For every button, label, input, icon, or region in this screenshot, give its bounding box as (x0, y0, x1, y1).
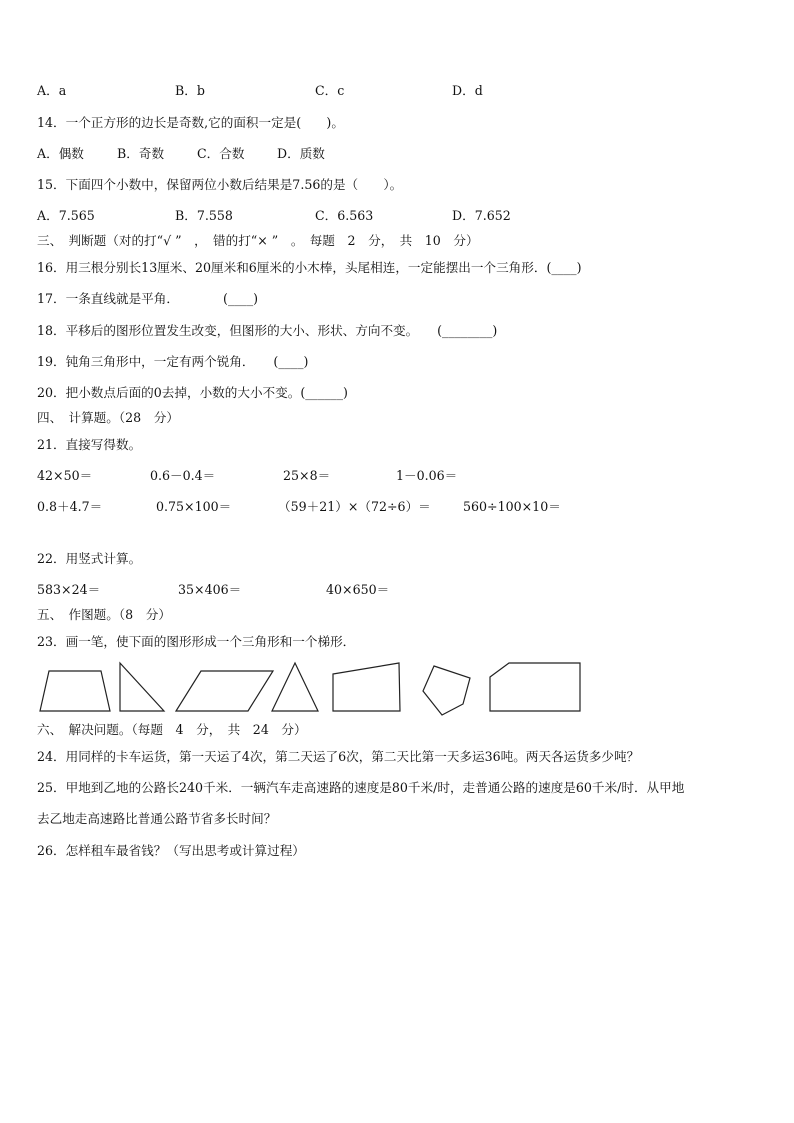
trapezoid-icon (40, 671, 110, 711)
parallelogram-icon (176, 671, 273, 711)
q22-item: 40×650＝ (326, 582, 390, 597)
q13-option-a: A．a (37, 83, 67, 98)
q22-item: 35×406＝ (178, 582, 242, 597)
right-triangle-icon (120, 663, 164, 711)
q26: 26．怎样租车最省钱？（写出思考或计算过程） (37, 843, 305, 858)
pentagon-house-icon (490, 663, 580, 711)
section6-heading: 六、 解决问题。（每题 4 分， 共 24 分） (37, 722, 307, 737)
q15-stem: 15．下面四个小数中，保留两位小数后结果是7.56的是（ ）。 (37, 177, 403, 192)
q14-stem: 14．一个正方形的边长是奇数,它的面积一定是( )。 (37, 115, 344, 130)
section5-heading: 五、 作图题。（8 分） (37, 607, 171, 622)
q21-item: 25×8＝ (283, 468, 331, 483)
pentagon-icon (423, 666, 470, 715)
q13-option-c: C．c (315, 83, 345, 98)
q14-option-c: C．合数 (197, 146, 245, 161)
q15-option-d: D．7.652 (452, 208, 511, 223)
quadrilateral-icon (333, 663, 400, 711)
q19: 19．钝角三角形中，一定有两个锐角． (____) (37, 354, 309, 369)
triangle-icon (272, 663, 318, 711)
q21-item: 42×50＝ (37, 468, 93, 483)
q21-item: 0.8＋4.7＝ (37, 499, 103, 514)
q18: 18．平移后的图形位置发生改变，但图形的大小、形状、方向不变。 (________) (37, 323, 498, 338)
q17: 17．一条直线就是平角． (____) (37, 291, 259, 306)
q16: 16．用三根分别长13厘米、20厘米和6厘米的小木棒，头尾相连，一定能摆出一个三角形．(____) (37, 260, 582, 275)
q15-option-a: A．7.565 (37, 208, 95, 223)
q23-shapes (37, 658, 597, 718)
section3-heading: 三、 判断题（对的打“√ ” ， 错的打“× ” 。 每题 2 分， 共 10 分） (37, 233, 479, 248)
q15-option-b: B．7.558 (175, 208, 233, 223)
q21-item: （59＋21）×（72÷6）＝ (278, 499, 431, 514)
q14-option-b: B．奇数 (117, 146, 165, 161)
q21-item: 0.75×100＝ (156, 499, 232, 514)
q20: 20．把小数点后面的0去掉，小数的大小不变。(______) (37, 385, 348, 400)
q25-line1: 25．甲地到乙地的公路长240千米．一辆汽车走高速路的速度是80千米/时，走普通公路的速度是60千米/时．从甲地 (37, 780, 685, 795)
q21-stem: 21．直接写得数。 (37, 437, 142, 452)
q13-option-d: D．d (452, 83, 483, 98)
q21-item: 560÷100×10＝ (463, 499, 561, 514)
q15-option-c: C．6.563 (315, 208, 374, 223)
q21-item: 1－0.06＝ (396, 468, 458, 483)
q22-item: 583×24＝ (37, 582, 101, 597)
section4-heading: 四、 计算题。（28 分） (37, 410, 179, 425)
q22-stem: 22．用竖式计算。 (37, 551, 142, 566)
q24: 24．用同样的卡车运货，第一天运了4次，第二天运了6次，第二天比第一天多运36吨。两天各运货多少吨？ (37, 749, 640, 764)
q21-item: 0.6－0.4＝ (150, 468, 216, 483)
q14-option-a: A．偶数 (37, 146, 84, 161)
q25-line2: 去乙地走高速路比普通公路节省多长时间？ (37, 811, 277, 826)
q13-option-b: B．b (175, 83, 205, 98)
q23-stem: 23．画一笔，使下面的图形形成一个三角形和一个梯形． (37, 634, 356, 649)
q14-option-d: D．质数 (277, 146, 325, 161)
